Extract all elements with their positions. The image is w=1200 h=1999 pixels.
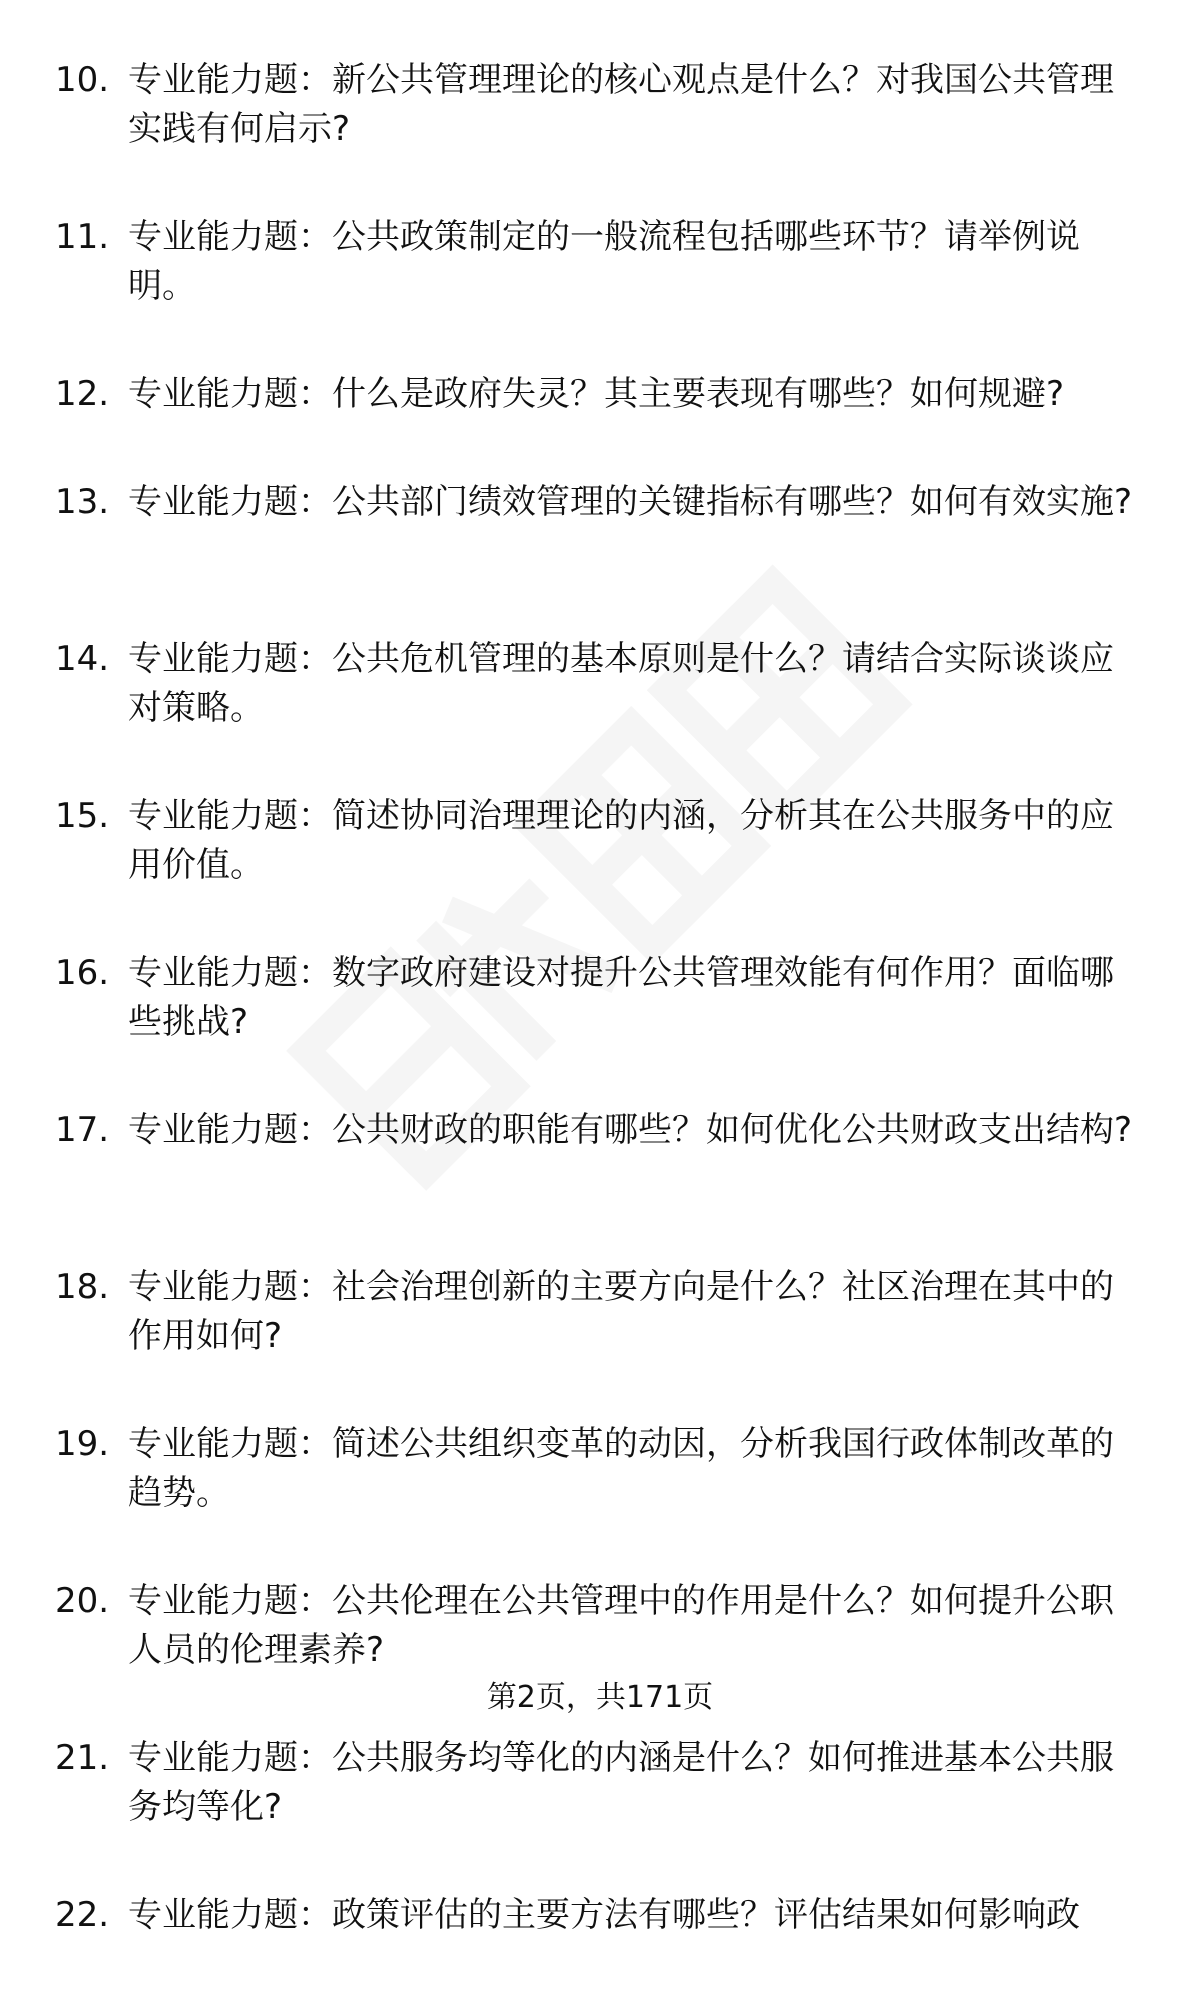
question-item <box>0 1106 1200 1204</box>
question-item <box>0 792 1200 890</box>
question-number: 13. <box>55 482 110 522</box>
question-number: 22. <box>55 1895 110 1935</box>
question-text: 专业能力题：社会治理创新的主要方向是什么？社区治理在其中的作用如何? <box>128 1267 1114 1356</box>
question-text: 专业能力题：公共伦理在公共管理中的作用是什么？如何提升公职人员的伦理素养? <box>128 1581 1114 1670</box>
question-text: 专业能力题：公共部门绩效管理的关键指标有哪些？如何有效实施? <box>128 482 1133 522</box>
question-number: 14. <box>55 639 110 679</box>
question-text: 专业能力题：简述公共组织变革的动因，分析我国行政体制改革的趋势。 <box>128 1424 1114 1513</box>
question-item <box>0 370 1200 419</box>
question-item <box>0 949 1200 1047</box>
question-text: 专业能力题：公共危机管理的基本原则是什么？请结合实际谈谈应对策略。 <box>128 639 1114 728</box>
question-text: 专业能力题：简述协同治理理论的内涵，分析其在公共服务中的应用价值。 <box>128 796 1114 885</box>
question-number: 11. <box>55 217 110 257</box>
question-number: 21. <box>55 1738 110 1778</box>
question-item <box>0 1420 1200 1518</box>
question-number: 17. <box>55 1110 110 1150</box>
question-item <box>0 635 1200 733</box>
question-number: 12. <box>55 374 110 414</box>
question-item <box>0 1263 1200 1361</box>
question-item <box>0 213 1200 311</box>
question-item <box>0 1577 1200 1675</box>
question-item <box>0 478 1200 576</box>
page-footer: 第2页，共171页 <box>486 1680 714 1715</box>
question-number: 18. <box>55 1267 110 1307</box>
question-number: 10. <box>55 60 110 100</box>
question-number: 16. <box>55 953 110 993</box>
question-item <box>0 1734 1200 1832</box>
question-text: 专业能力题：公共财政的职能有哪些？如何优化公共财政支出结构? <box>128 1110 1133 1150</box>
question-item <box>0 56 1200 154</box>
question-item <box>0 1891 1200 1940</box>
question-text: 专业能力题：什么是政府失灵？其主要表现有哪些？如何规避? <box>128 374 1065 414</box>
question-text: 专业能力题：公共政策制定的一般流程包括哪些环节？请举例说明。 <box>128 217 1080 306</box>
question-text: 专业能力题：政策评估的主要方法有哪些？评估结果如何影响政 <box>128 1895 1080 1935</box>
question-number: 20. <box>55 1581 110 1621</box>
question-number: 19. <box>55 1424 110 1464</box>
question-number: 15. <box>55 796 110 836</box>
question-text: 专业能力题：公共服务均等化的内涵是什么？如何推进基本公共服务均等化? <box>128 1738 1114 1827</box>
question-text: 专业能力题：数字政府建设对提升公共管理效能有何作用？面临哪些挑战? <box>128 953 1114 1042</box>
question-text: 专业能力题：新公共管理理论的核心观点是什么？对我国公共管理实践有何启示? <box>128 60 1114 149</box>
